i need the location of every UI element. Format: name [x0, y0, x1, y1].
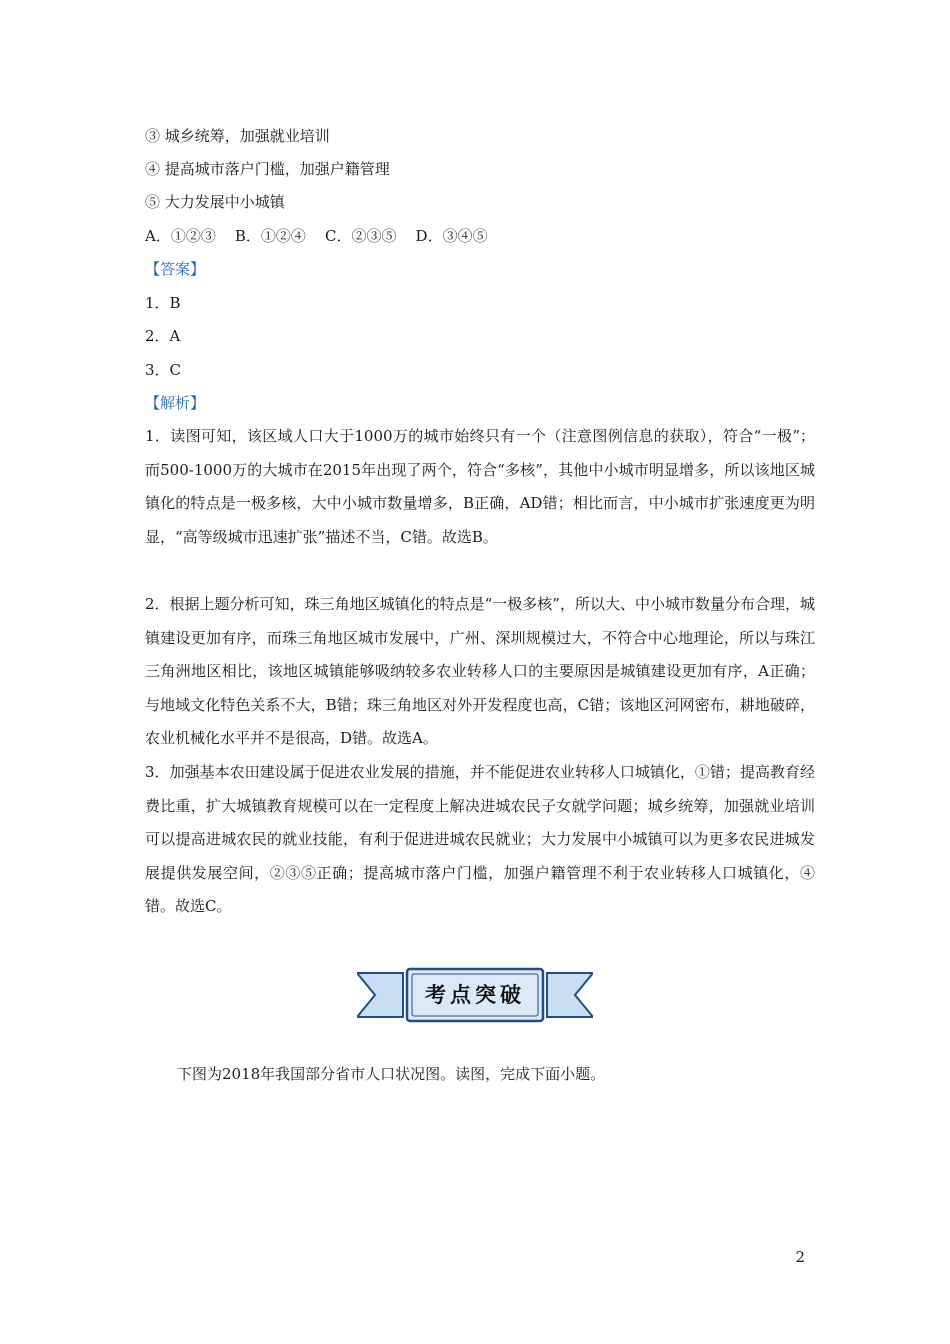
answer-choices: A．①②③ B．①②④ C．②③⑤ D．③④⑤	[145, 227, 488, 245]
option-5: ⑤ 大力发展中小城镇	[145, 193, 285, 211]
analysis-paragraph-1: 1．读图可知，该区域人口大于1000万的城市始终只有一个（注意图例信息的获取），符合“一极”；而500-1000万的大城市在2015年出现了两个，符合“多核”，其他中小城市明显增多，所以该地区城镇化的特点是一极多核，大中小城市数量增多，B正确，AD错；相比而言，中小城市扩张速度更为明显，“高等级城市迅速扩张”描述不当，C错。故选B。	[145, 427, 815, 546]
answer-item-3: 3．C	[145, 361, 182, 379]
option-3: ③ 城乡统筹，加强就业培训	[145, 127, 330, 145]
page-number: 2	[795, 1248, 805, 1266]
answer-heading: 【答案】	[145, 260, 206, 278]
intro-text: 下图为2018年我国部分省市人口状况图。读图，完成下面小题。	[177, 1065, 606, 1083]
analysis-paragraph-2: 2．根据上题分析可知，珠三角地区城镇化的特点是“一极多核”，所以大、中小城市数量分布合理，城镇建设更加有序，而珠三角地区城市发展中，广州、深圳规模过大，不符合中心地理论，所以与珠江三角洲地区相比，该地区城镇能够吸纳较多农业转移人口的主要原因是城镇建设更加有序，A正确；与地域文化特色关系不大，B错；珠三角地区对外开发程度也高，C错；该地区河网密布，耕地破碎，农业机械化水平并不是很高，D错。故选A。	[145, 595, 815, 747]
option-4: ④ 提高城市落户门槛，加强户籍管理	[145, 160, 390, 178]
banner-label: 考点突破	[425, 983, 525, 1007]
section-banner	[357, 965, 593, 1025]
analysis-heading: 【解析】	[145, 394, 206, 412]
answer-item-2: 2．A	[145, 327, 181, 345]
answer-item-1: 1．B	[145, 294, 181, 312]
analysis-paragraph-3: 3．加强基本农田建设属于促进农业发展的措施，并不能促进农业转移人口城镇化，①错；提高教育经费比重，扩大城镇教育规模可以在一定程度上解决进城农民子女就学问题；城乡统筹，加强就业培训可以提高进城农民的就业技能，有利于促进进城农民就业；大力发展中小城镇可以为更多农民进城发展提供发展空间，②③⑤正确；提高城市落户门槛，加强户籍管理不利于农业转移人口城镇化，④错。故选C。	[145, 763, 815, 915]
